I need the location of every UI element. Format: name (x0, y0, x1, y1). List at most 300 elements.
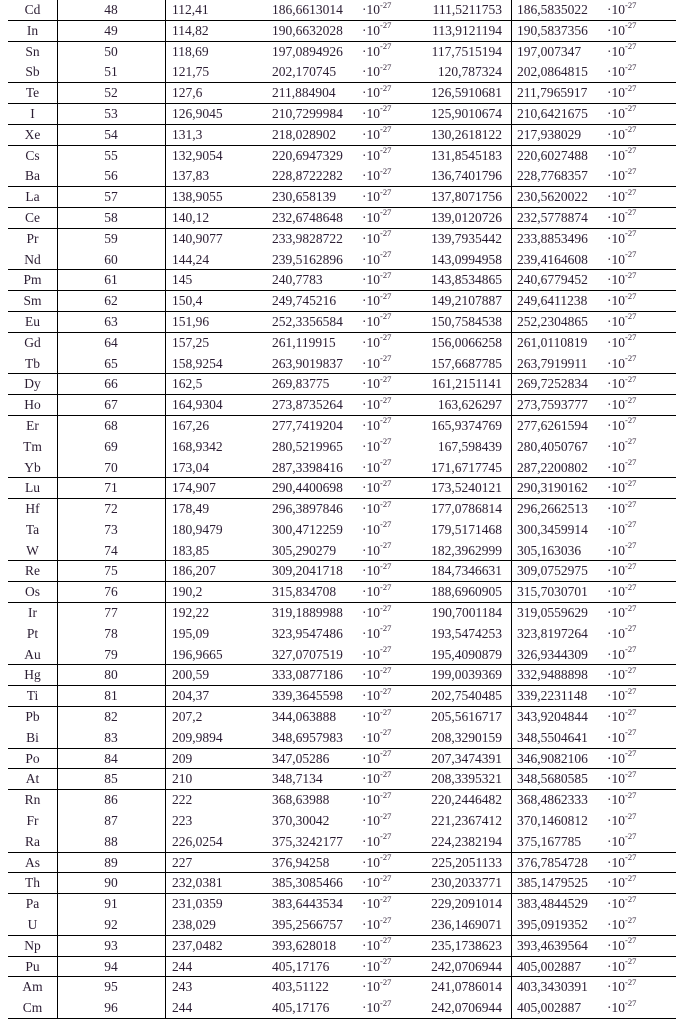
exponent-prefix: ·10 (607, 438, 625, 454)
corrected-mass: 225,2051133 (431, 854, 502, 870)
exponent-power: -27 (380, 872, 392, 883)
mass-value-kg: 405,17176 (272, 1000, 330, 1016)
table-row (0, 853, 676, 874)
mass-value-kg: 376,94258 (272, 854, 330, 870)
atomic-mass: 180,9479 (172, 521, 223, 537)
mass-value-kg: 296,3897846 (272, 501, 343, 517)
atomic-mass: 196,9665 (172, 646, 223, 662)
exponent-factor (607, 42, 636, 63)
exponent-prefix: ·10 (362, 563, 380, 579)
atomic-number: 54 (104, 126, 118, 142)
exponent-factor (362, 291, 391, 312)
atomic-mass: 118,69 (172, 43, 209, 59)
element-symbol: Pb (25, 709, 40, 725)
table-row (0, 374, 676, 395)
corrected-mass: 143,0994958 (431, 251, 502, 267)
exponent-factor (607, 686, 636, 707)
atomic-number: 85 (104, 771, 118, 787)
atomic-mass: 227 (172, 854, 193, 870)
corrected-mass-value-kg: 348,5680585 (517, 771, 588, 787)
atomic-mass: 183,85 (172, 542, 210, 558)
corrected-mass: 161,2151141 (431, 376, 502, 392)
table-row (0, 769, 676, 790)
exponent-prefix: ·10 (362, 355, 380, 371)
element-symbol: Nd (24, 251, 41, 267)
exponent-factor (607, 166, 636, 187)
table-row (0, 936, 676, 957)
corrected-mass: 235,1738623 (431, 937, 502, 953)
exponent-power: -27 (380, 498, 392, 509)
exponent-factor (362, 166, 391, 187)
exponent-factor (607, 832, 636, 853)
corrected-mass-value-kg: 210,6421675 (517, 105, 588, 121)
table-row (0, 125, 676, 146)
atomic-mass: 207,2 (172, 709, 203, 725)
mass-value-kg: 269,83775 (272, 376, 330, 392)
table-row (0, 894, 676, 915)
exponent-factor (607, 582, 636, 603)
table-row (0, 83, 676, 104)
corrected-mass-value-kg: 228,7768357 (517, 168, 588, 184)
exponent-factor (607, 0, 636, 21)
exponent-factor (362, 104, 391, 125)
atomic-mass: 140,12 (172, 209, 210, 225)
table-row (0, 520, 676, 541)
exponent-prefix: ·10 (607, 750, 625, 766)
exponent-prefix: ·10 (607, 729, 625, 745)
exponent-factor (607, 915, 636, 936)
corrected-mass-value-kg: 273,7593777 (517, 397, 588, 413)
mass-value-kg: 230,658139 (272, 189, 337, 205)
exponent-factor (362, 62, 391, 83)
table-row (0, 603, 676, 624)
exponent-prefix: ·10 (607, 43, 625, 59)
corrected-mass: 188,6960905 (431, 584, 502, 600)
atomic-mass: 150,4 (172, 293, 203, 309)
atomic-number: 83 (104, 729, 118, 745)
exponent-prefix: ·10 (607, 688, 625, 704)
exponent-power: -27 (625, 61, 637, 72)
exponent-power: -27 (380, 373, 392, 384)
exponent-power: -27 (380, 581, 392, 592)
exponent-power: -27 (625, 373, 637, 384)
atomic-number: 49 (104, 22, 118, 38)
table-row (0, 624, 676, 645)
atomic-mass: 121,75 (172, 64, 210, 80)
element-symbol: Dy (24, 376, 41, 392)
exponent-power: -27 (625, 394, 637, 405)
exponent-power: -27 (625, 311, 637, 322)
corrected-mass: 171,6717745 (431, 459, 502, 475)
mass-value-kg: 280,5219965 (272, 438, 343, 454)
exponent-factor (607, 21, 636, 42)
mass-value-kg: 252,3356584 (272, 313, 343, 329)
exponent-power: -27 (380, 997, 392, 1008)
exponent-factor (362, 21, 391, 42)
exponent-power: -27 (380, 41, 392, 52)
corrected-mass: 179,5171468 (431, 521, 502, 537)
corrected-mass-value-kg: 405,002887 (517, 1000, 582, 1016)
corrected-mass: 137,8071756 (431, 189, 502, 205)
exponent-factor (362, 354, 391, 375)
atomic-mass: 223 (172, 813, 193, 829)
exponent-prefix: ·10 (362, 438, 380, 454)
corrected-mass: 167,598439 (437, 438, 502, 454)
table-row (0, 873, 676, 894)
element-symbol: Pr (26, 230, 39, 246)
atomic-mass: 178,49 (172, 501, 210, 517)
exponent-prefix: ·10 (362, 313, 380, 329)
element-symbol: Ti (26, 688, 39, 704)
mass-value-kg: 393,628018 (272, 937, 337, 953)
exponent-prefix: ·10 (362, 293, 380, 309)
corrected-mass: 111,5211753 (432, 2, 502, 17)
atomic-number: 96 (104, 1000, 118, 1016)
exponent-power: -27 (625, 290, 637, 301)
mass-value-kg: 233,9828722 (272, 230, 343, 246)
exponent-power: -27 (380, 145, 392, 156)
atomic-mass: 145 (172, 272, 193, 288)
atomic-number: 89 (104, 854, 118, 870)
atomic-number: 93 (104, 937, 118, 953)
exponent-power: -27 (380, 457, 392, 467)
atomic-number: 63 (104, 313, 118, 329)
corrected-mass-value-kg: 220,6027488 (517, 147, 588, 163)
mass-value-kg: 263,9019837 (272, 355, 343, 371)
atomic-mass: 238,029 (172, 917, 216, 933)
element-symbol: Yb (24, 459, 41, 475)
corrected-mass: 131,8545183 (431, 147, 502, 163)
exponent-power: -27 (380, 394, 392, 405)
exponent-prefix: ·10 (362, 771, 380, 787)
atomic-number: 74 (104, 542, 118, 558)
atomic-number: 64 (104, 334, 118, 350)
exponent-factor (362, 520, 391, 541)
atomic-mass: 132,9054 (172, 147, 223, 163)
element-symbol: Os (24, 584, 40, 600)
element-symbol: I (30, 105, 35, 121)
atomic-mass: 173,04 (172, 459, 210, 475)
exponent-factor (362, 250, 391, 271)
corrected-mass-value-kg: 277,6261594 (517, 417, 588, 433)
exponent-prefix: ·10 (362, 958, 380, 974)
corrected-mass: 113,9121194 (432, 22, 502, 38)
exponent-factor (607, 478, 636, 499)
atomic-mass: 243 (172, 979, 193, 995)
exponent-factor (607, 83, 636, 104)
exponent-power: -27 (625, 727, 637, 738)
mass-value-kg: 202,170745 (272, 64, 337, 80)
exponent-factor (607, 853, 636, 874)
mass-value-kg: 300,4712259 (272, 521, 343, 537)
exponent-factor (607, 250, 636, 271)
exponent-power: -27 (380, 519, 392, 530)
exponent-prefix: ·10 (362, 43, 380, 59)
exponent-power: -27 (625, 768, 637, 779)
exponent-power: -27 (625, 852, 637, 863)
atomic-number: 91 (104, 896, 118, 912)
mass-value-kg: 290,4400698 (272, 480, 343, 496)
table-row (0, 187, 676, 208)
exponent-factor (607, 873, 636, 894)
exponent-prefix: ·10 (362, 917, 380, 933)
exponent-prefix: ·10 (362, 397, 380, 413)
exponent-factor (362, 769, 391, 790)
element-symbol: Hf (25, 501, 40, 517)
corrected-mass-value-kg: 300,3459914 (517, 521, 588, 537)
exponent-factor (607, 270, 636, 291)
element-symbol: Sn (25, 43, 40, 59)
corrected-mass: 182,3962999 (431, 542, 502, 558)
exponent-factor (607, 374, 636, 395)
corrected-mass: 202,7540485 (431, 688, 502, 704)
exponent-prefix: ·10 (607, 64, 625, 80)
corrected-mass-value-kg: 319,0559629 (517, 605, 588, 621)
exponent-power: -27 (625, 353, 637, 364)
mass-value-kg: 347,05286 (272, 750, 330, 766)
exponent-factor (607, 146, 636, 167)
exponent-factor (362, 125, 391, 146)
exponent-factor (607, 957, 636, 978)
exponent-prefix: ·10 (607, 105, 625, 121)
corrected-mass: 208,3290159 (431, 729, 502, 745)
table-row (0, 561, 676, 582)
atomic-mass: 127,6 (172, 85, 203, 101)
element-symbol: Pt (26, 625, 39, 641)
corrected-mass-value-kg: 348,5504641 (517, 729, 588, 745)
exponent-factor (362, 582, 391, 603)
atomic-mass: 200,59 (172, 667, 210, 683)
exponent-power: -27 (380, 165, 392, 176)
table-row (0, 832, 676, 853)
exponent-prefix: ·10 (607, 376, 625, 392)
exponent-factor (607, 291, 636, 312)
table-row (0, 0, 676, 21)
mass-value-kg: 228,8722282 (272, 168, 343, 184)
exponent-power: -27 (380, 935, 392, 946)
exponent-power: -27 (380, 644, 392, 655)
exponent-factor (362, 541, 391, 562)
atomic-number: 87 (104, 813, 118, 829)
table-row (0, 458, 676, 479)
corrected-mass-value-kg: 370,1460812 (517, 813, 588, 829)
atomic-mass: 168,9342 (172, 438, 223, 454)
table-row (0, 229, 676, 250)
exponent-prefix: ·10 (607, 584, 625, 600)
atomic-number: 90 (104, 875, 118, 891)
corrected-mass-value-kg: 261,0110819 (517, 334, 588, 350)
atomic-number: 70 (104, 459, 118, 475)
mass-value-kg: 344,063888 (272, 709, 337, 725)
exponent-factor (362, 374, 391, 395)
mass-value-kg: 232,6748648 (272, 209, 343, 225)
exponent-power: -27 (625, 685, 637, 696)
corrected-mass-value-kg: 309,0752975 (517, 563, 588, 579)
corrected-mass: 207,3474391 (431, 750, 502, 766)
atomic-mass: 174,907 (172, 480, 216, 496)
exponent-factor (362, 790, 391, 811)
element-symbol: Th (25, 875, 40, 891)
element-symbol: Gd (24, 334, 41, 350)
table-row (0, 312, 676, 333)
atomic-number: 52 (104, 85, 118, 101)
exponent-prefix: ·10 (607, 189, 625, 205)
corrected-mass: 193,5474253 (431, 625, 502, 641)
corrected-mass: 117,7515194 (431, 43, 502, 59)
table-row (0, 541, 676, 562)
exponent-factor (607, 416, 636, 437)
atomic-number: 73 (104, 521, 118, 537)
exponent-prefix: ·10 (607, 313, 625, 329)
exponent-factor (362, 437, 391, 458)
atomic-number: 60 (104, 251, 118, 267)
corrected-mass-value-kg: 197,007347 (517, 43, 582, 59)
corrected-mass: 241,0786014 (431, 979, 502, 995)
exponent-prefix: ·10 (607, 667, 625, 683)
exponent-factor (607, 665, 636, 686)
exponent-prefix: ·10 (362, 584, 380, 600)
exponent-power: -27 (380, 311, 392, 322)
corrected-mass: 229,2091014 (431, 896, 502, 912)
corrected-mass-value-kg: 296,2662513 (517, 501, 588, 517)
table-row (0, 499, 676, 520)
exponent-power: -27 (625, 956, 637, 967)
table-row (0, 582, 676, 603)
exponent-power: -27 (625, 165, 637, 176)
corrected-mass: 242,0706944 (431, 1000, 502, 1016)
table-row (0, 395, 676, 416)
exponent-prefix: ·10 (607, 1000, 625, 1016)
atomic-mass: 226,0254 (172, 833, 223, 849)
exponent-factor (607, 395, 636, 416)
exponent-factor (362, 749, 391, 770)
exponent-factor (362, 645, 391, 666)
corrected-mass-value-kg: 393,4639564 (517, 937, 588, 953)
exponent-power: -27 (380, 664, 392, 675)
corrected-mass-value-kg: 403,3430391 (517, 979, 588, 995)
corrected-mass: 230,2033771 (431, 875, 502, 891)
element-symbol: Re (25, 563, 40, 579)
atomic-mass: 137,83 (172, 168, 210, 184)
exponent-factor (607, 354, 636, 375)
atomic-number: 84 (104, 750, 118, 766)
atomic-number: 50 (104, 43, 118, 59)
mass-value-kg: 368,63988 (272, 792, 330, 808)
exponent-factor (362, 686, 391, 707)
table-row (0, 707, 676, 728)
atomic-number: 82 (104, 709, 118, 725)
exponent-factor (607, 769, 636, 790)
table-row (0, 915, 676, 936)
exponent-factor (362, 915, 391, 936)
exponent-factor (607, 894, 636, 915)
exponent-factor (362, 665, 391, 686)
corrected-mass-value-kg: 375,167785 (517, 833, 582, 849)
exponent-power: -27 (625, 82, 637, 93)
exponent-prefix: ·10 (362, 709, 380, 725)
corrected-mass: 157,6687785 (431, 355, 502, 371)
exponent-power: -27 (380, 540, 392, 551)
atomic-number: 76 (104, 584, 118, 600)
exponent-prefix: ·10 (607, 917, 625, 933)
atomic-number: 51 (104, 64, 118, 80)
mass-value-kg: 240,7783 (272, 272, 323, 288)
element-symbol: Sm (23, 293, 42, 309)
element-symbol: La (25, 189, 40, 205)
exponent-power: -27 (380, 748, 392, 759)
exponent-prefix: ·10 (362, 147, 380, 163)
exponent-prefix: ·10 (607, 792, 625, 808)
atomic-number: 71 (104, 480, 118, 496)
exponent-prefix: ·10 (362, 750, 380, 766)
corrected-mass-value-kg: 233,8853496 (517, 230, 588, 246)
mass-value-kg: 218,028902 (272, 126, 337, 142)
element-symbol: Ba (25, 168, 40, 184)
exponent-power: -27 (625, 872, 637, 883)
mass-value-kg: 383,6443534 (272, 896, 343, 912)
atomic-number: 53 (104, 105, 118, 121)
exponent-prefix: ·10 (362, 459, 380, 475)
exponent-power: -27 (625, 207, 637, 218)
atomic-mass: 114,82 (172, 22, 209, 38)
atomic-mass: 244 (172, 1000, 193, 1016)
exponent-factor (607, 187, 636, 208)
table-row (0, 790, 676, 811)
exponent-factor (362, 270, 391, 291)
corrected-mass-value-kg: 252,2304865 (517, 313, 588, 329)
exponent-power: -27 (625, 124, 637, 135)
exponent-power: -27 (625, 664, 637, 675)
exponent-factor (607, 749, 636, 770)
exponent-factor (607, 541, 636, 562)
exponent-prefix: ·10 (607, 251, 625, 267)
element-symbol: Sb (25, 64, 40, 80)
element-symbol: Ce (25, 209, 40, 225)
table-row (0, 333, 676, 354)
exponent-power: -27 (380, 685, 392, 696)
atomic-mass: 138,9055 (172, 189, 223, 205)
corrected-mass: 199,0039369 (431, 667, 502, 683)
mass-value-kg: 220,6947329 (272, 147, 343, 163)
table-row (0, 146, 676, 167)
element-symbol: Pm (23, 272, 42, 288)
exponent-prefix: ·10 (362, 64, 380, 80)
element-symbol: Eu (25, 313, 40, 329)
exponent-factor (362, 416, 391, 437)
table-row (0, 354, 676, 375)
atomic-number: 59 (104, 230, 118, 246)
exponent-factor (362, 83, 391, 104)
exponent-prefix: ·10 (362, 667, 380, 683)
exponent-prefix: ·10 (607, 605, 625, 621)
exponent-power: -27 (380, 207, 392, 218)
element-symbol: Rn (24, 792, 41, 808)
table-row (0, 291, 676, 312)
atomic-mass: 237,0482 (172, 937, 223, 953)
exponent-factor (607, 499, 636, 520)
table-row (0, 665, 676, 686)
atomic-mass: 144,24 (172, 251, 210, 267)
exponent-prefix: ·10 (607, 397, 625, 413)
exponent-power: -27 (625, 623, 637, 634)
element-symbol: Cd (24, 2, 41, 17)
exponent-power: -27 (380, 228, 392, 239)
exponent-power: -27 (380, 789, 392, 800)
corrected-mass: 139,7935442 (431, 230, 502, 246)
atomic-number: 56 (104, 168, 118, 184)
exponent-prefix: ·10 (362, 896, 380, 912)
mass-value-kg: 190,6632028 (272, 22, 343, 38)
